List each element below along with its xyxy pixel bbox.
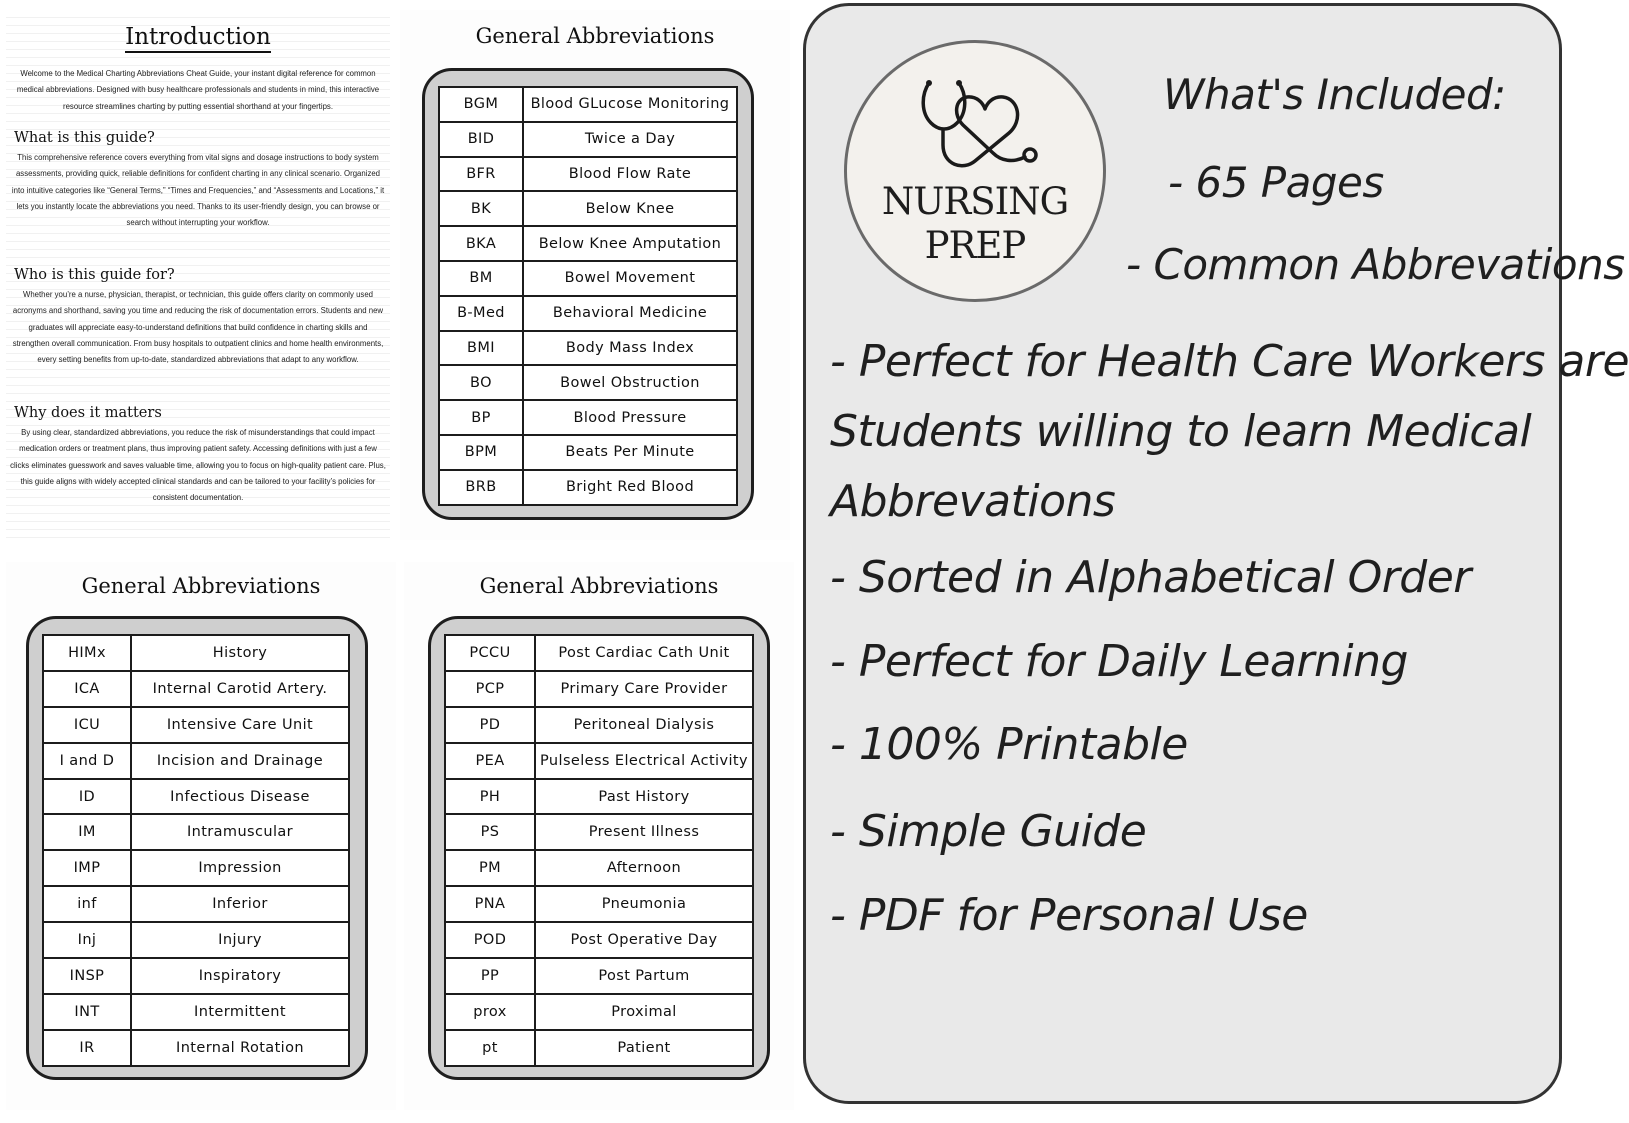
abbreviation-cell: HIMx [43,635,131,671]
meaning-cell: Peritoneal Dialysis [535,707,753,743]
abbreviation-cell: Inj [43,922,131,958]
abbreviation-cell: BRB [439,470,523,505]
table-row [439,365,737,400]
meaning-cell: Afternoon [535,850,753,886]
abbreviation-cell: BKA [439,226,523,261]
abbreviation-cell: BK [439,191,523,226]
table-row [43,779,349,815]
abbreviation-cell: inf [43,886,131,922]
abbreviation-cell: BGM [439,87,523,122]
meaning-cell: Bowel Obstruction [523,365,737,400]
section-text: By using clear, standardized abbreviations, you reduce the risk of misunderstandings that could impact medication orders or treatment plans, thus improving patient safety. Accessing definitions with just a few clicks eliminates guesswork and saves valuable time, allowing you to focus on high-quality patient care. Plus, this guide aligns with widely accepted clinical standards and can be tailored to your facility’s policies for consistent documentation. [10,428,386,503]
table-row [439,435,737,470]
meaning-cell: Beats Per Minute [523,435,737,470]
abbreviation-cell: BMI [439,331,523,366]
meaning-cell: Infectious Disease [131,779,349,815]
meaning-cell: Internal Rotation [131,1030,349,1066]
whats-included-title: What's Included: [1163,70,1506,119]
bullet-pdf-personal-use: - PDF for Personal Use [830,890,1308,941]
abbreviation-cell: POD [445,922,535,958]
table-row [43,886,349,922]
meaning-cell: Blood Pressure [523,400,737,435]
bullet-health-care-workers-line-2: Students willing to learn Medical [830,406,1532,457]
section-heading: Why does it matters [14,405,162,421]
abbreviation-cell: B-Med [439,296,523,331]
table-row [445,994,753,1030]
abbreviation-table [42,634,350,1067]
stethoscope-heart-icon [913,73,1043,183]
bullet-printable: - 100% Printable [830,719,1188,770]
section-text: Whether you’re a nurse, physician, therapist, or technician, this guide offers clarity on commonly used acronyms and shorthand, saving you time and reducing the risk of documentation errors. Students and new graduates will appreciate easy-to-understand definitions that build confidence in charting skills and strengthen overall communication. From busy hospitals to outpatient clinics and home health environments, every setting benefits from up-to-date, standardized abbreviations that adapt to any workflow. [12,290,384,365]
table-row [43,671,349,707]
table-row [43,707,349,743]
page-title: General Abbreviations [81,574,321,598]
abbreviation-cell: ID [43,779,131,815]
abbreviation-cell: PCP [445,671,535,707]
logo-text-nursing: NURSING [881,180,1069,223]
meaning-cell: Post Operative Day [535,922,753,958]
abbreviation-cell: BP [439,400,523,435]
table-row [445,922,753,958]
table-row [439,261,737,296]
included-common-abbreviations: - Common Abbrevations [1126,240,1625,289]
logo-text-prep: PREP [924,224,1026,267]
meaning-cell: Inferior [131,886,349,922]
abbreviation-cell: PD [445,707,535,743]
meaning-cell: Internal Carotid Artery. [131,671,349,707]
table-row [445,958,753,994]
abbreviation-cell: prox [445,994,535,1030]
table-row [439,226,737,261]
meaning-cell: Present Illness [535,814,753,850]
abbreviation-cell: BM [439,261,523,296]
meaning-cell: Blood GLucose Monitoring [523,87,737,122]
introduction-title: Introduction [6,24,390,50]
table-row [445,707,753,743]
bullet-health-care-workers-line-3: Abbrevations [830,476,1116,527]
abbreviation-cell: INSP [43,958,131,994]
nursing-prep-logo [844,40,1106,302]
meaning-cell: Proximal [535,994,753,1030]
meaning-cell: Behavioral Medicine [523,296,737,331]
meaning-cell: Pulseless Electrical Activity [535,743,753,779]
meaning-cell: Inspiratory [131,958,349,994]
bullet-simple-guide: - Simple Guide [830,806,1147,857]
bullet-alphabetical-order: - Sorted in Alphabetical Order [830,552,1471,603]
table-row [445,743,753,779]
table-row [43,958,349,994]
abbreviation-cell: IM [43,814,131,850]
included-pages: - 65 Pages [1168,158,1384,207]
abbreviation-cell: PP [445,958,535,994]
meaning-cell: Post Partum [535,958,753,994]
table-row [43,850,349,886]
section-heading: What is this guide? [14,130,155,146]
table-row [439,331,737,366]
table-row [445,814,753,850]
abbreviation-cell: PNA [445,886,535,922]
intro-paragraph: Welcome to the Medical Charting Abbreviations Cheat Guide, your instant digital reference for common medical abbreviations. Designed with busy healthcare professionals and students in mind, this interactive resource streamlines charting by putting essential shorthand at your fingertips. [16,69,380,111]
section-what-is-this-guide [10,130,386,231]
table-row [439,296,737,331]
meaning-cell: Intermittent [131,994,349,1030]
meaning-cell: Impression [131,850,349,886]
meaning-cell: Below Knee Amputation [523,226,737,261]
table-row [43,1030,349,1066]
table-row [439,87,737,122]
introduction-welcome [10,66,386,115]
table-row [43,743,349,779]
meaning-cell: Post Cardiac Cath Unit [535,635,753,671]
table-row [43,814,349,850]
abbreviation-cell: I and D [43,743,131,779]
section-who-is-this-guide-for [10,267,386,368]
table-row [445,850,753,886]
abbreviation-cell: PS [445,814,535,850]
meaning-cell: Primary Care Provider [535,671,753,707]
meaning-cell: Intensive Care Unit [131,707,349,743]
bullet-health-care-workers: - Perfect for Health Care Workers are [830,336,1629,387]
table-row [445,886,753,922]
abbreviation-cell: PH [445,779,535,815]
table-row [43,994,349,1030]
page-title: General Abbreviations [475,24,715,48]
abbreviation-cell: IMP [43,850,131,886]
abbreviations-page-i [6,562,396,1110]
table-row [445,1030,753,1066]
table-row [439,470,737,505]
table-row [439,122,737,157]
abbreviations-page-b [400,10,790,540]
table-row [439,157,737,192]
introduction-page [6,10,390,540]
meaning-cell: Blood Flow Rate [523,157,737,192]
abbreviation-cell: PEA [445,743,535,779]
table-row [439,191,737,226]
meaning-cell: Incision and Drainage [131,743,349,779]
meaning-cell: Patient [535,1030,753,1066]
meaning-cell: Twice a Day [523,122,737,157]
meaning-cell: Body Mass Index [523,331,737,366]
abbreviation-table [438,86,738,506]
abbreviation-cell: ICA [43,671,131,707]
abbreviation-cell: pt [445,1030,535,1066]
meaning-cell: Past History [535,779,753,815]
abbreviation-table [444,634,754,1067]
page-title: General Abbreviations [479,574,719,598]
table-row [43,922,349,958]
meaning-cell: Bowel Movement [523,261,737,296]
abbreviation-cell: BID [439,122,523,157]
whats-included-card [803,3,1629,1104]
meaning-cell: Injury [131,922,349,958]
meaning-cell: Bright Red Blood [523,470,737,505]
table-row [445,779,753,815]
table-row [439,400,737,435]
abbreviation-cell: ICU [43,707,131,743]
abbreviation-cell: IR [43,1030,131,1066]
meaning-cell: Intramuscular [131,814,349,850]
abbreviation-cell: PCCU [445,635,535,671]
bullet-daily-learning: - Perfect for Daily Learning [830,636,1408,687]
abbreviations-page-p [404,562,794,1110]
meaning-cell: Below Knee [523,191,737,226]
section-why-does-it-matter [10,405,386,506]
abbreviation-cell: BO [439,365,523,400]
abbreviation-cell: BPM [439,435,523,470]
table-row [445,671,753,707]
table-row [445,635,753,671]
abbreviation-cell: BFR [439,157,523,192]
table-row [43,635,349,671]
meaning-cell: Pneumonia [535,886,753,922]
meaning-cell: History [131,635,349,671]
abbreviation-cell: PM [445,850,535,886]
section-heading: Who is this guide for? [14,267,175,283]
section-text: This comprehensive reference covers everything from vital signs and dosage instructions to body system assessments, providing quick, reliable definitions for confident charting in any clinical scenario. Organized into intuitive categories like “General Terms,” “Times and Frequencies,” and “Assessments and Locations,” it lets you instantly locate the abbreviations you need. Thanks to its user-friendly design, you can browse or search without interrupting your workflow. [11,153,385,228]
abbreviation-cell: INT [43,994,131,1030]
